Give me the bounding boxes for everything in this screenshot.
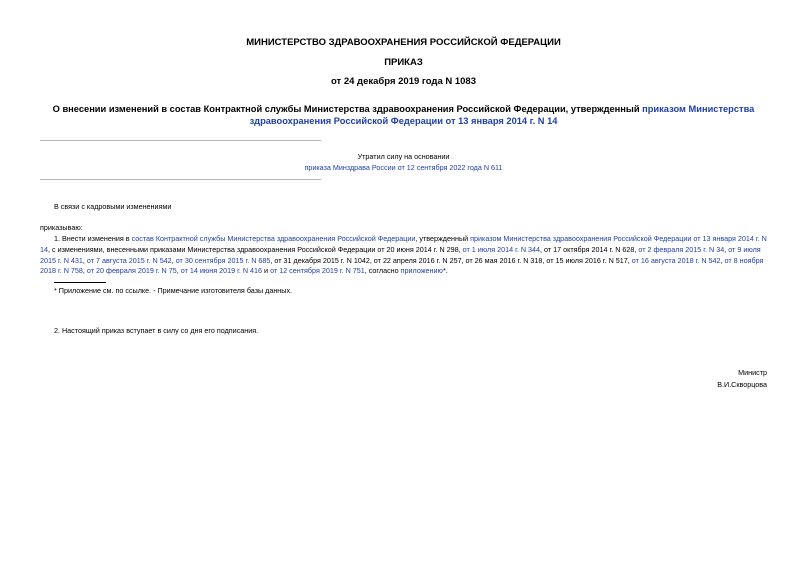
document-type: ПРИКАЗ <box>384 57 423 68</box>
amendment-link[interactable]: от 1 июля 2014 г. N 344 <box>462 244 541 254</box>
title-base-order-link[interactable]: приказом Министерства здравоохранения Российской Федерации от 13 января 2014 г. N 14 <box>249 104 755 126</box>
ministry-heading: МИНИСТЕРСТВО ЗДРАВООХРАНЕНИЯ РОССИЙСКОЙ ФЕДЕРАЦИИ <box>246 37 561 48</box>
status-note: Утратил силу на основании <box>357 152 450 161</box>
signature-position: Министр <box>738 368 767 377</box>
divider-bottom <box>40 179 321 180</box>
amendment-link[interactable]: от 8 ноября 2018 г. N 758 <box>40 255 764 276</box>
amendment-link[interactable]: состав Контрактной службы Министерства здравоохранения Российской Федерации <box>131 234 416 243</box>
paragraph-1 <box>40 234 767 277</box>
footnote-divider <box>54 282 106 283</box>
amendment-link[interactable]: от 14 июня 2019 г. N 416 <box>180 266 263 276</box>
document-title <box>40 104 767 127</box>
amendment-link[interactable]: от 30 сентября 2015 г. N 685 <box>175 255 271 265</box>
paragraph-text: 1. Внести изменения в <box>54 234 132 243</box>
document-date-number: от 24 декабря 2019 года N 1083 <box>330 76 476 87</box>
paragraph-2: 2. Настоящий приказ вступает в силу со дня его подписания. <box>54 326 259 335</box>
amendment-link[interactable]: от 7 августа 2015 г. N 542 <box>86 255 172 265</box>
amendment-link[interactable]: приложению <box>400 266 443 276</box>
title-text: О внесении изменений в состав Контрактной службы Министерства здравоохранения Российской Федерации, утвержденный <box>52 104 643 114</box>
order-word: приказываю: <box>40 223 83 232</box>
paragraph-text: , утвержденный <box>415 234 471 243</box>
footnote: * Приложение см. по ссылке. - Примечание изготовителя базы данных. <box>54 286 293 295</box>
intro-text: В связи с кадровыми изменениями <box>54 202 172 211</box>
paragraph-text: , согласно <box>364 266 401 276</box>
amendment-link[interactable]: от 9 июля 2015 г. N 431 <box>40 244 761 265</box>
amendment-link[interactable]: от 2 февраля 2015 г. N 34 <box>638 244 725 254</box>
paragraph-text: , <box>720 255 725 265</box>
amendment-link[interactable]: от 16 августа 2018 г. N 542 <box>631 255 721 265</box>
paragraph-text: , <box>724 244 729 254</box>
amendment-link[interactable]: приказом Министерства здравоохранения Российской Федерации от 13 января 2014 г. N 14 <box>40 234 767 254</box>
divider-top <box>40 140 321 141</box>
paragraph-text: , от 17 октября 2014 г. N 628, <box>540 244 639 254</box>
paragraph-text: , <box>82 266 87 276</box>
amendment-link[interactable]: от 12 сентября 2019 г. N 751 <box>270 266 365 276</box>
paragraph-text: *. <box>442 266 448 276</box>
paragraph-text: , <box>176 266 181 276</box>
paragraph-text: , <box>82 255 87 265</box>
paragraph-text: , <box>171 255 176 265</box>
repeal-order-link[interactable]: приказа Минздрава России от 12 сентября 2022 года N 611 <box>304 163 503 172</box>
amendment-link[interactable]: от 20 февраля 2019 г. N 75 <box>86 266 177 276</box>
paragraph-text: , с изменениями, внесенными приказами Министерства здравоохранения Российской Федерации от 20 июня 2014 г. N 298, <box>48 244 463 254</box>
paragraph-text: и <box>262 266 271 276</box>
signature-name: В.И.Скворцова <box>717 380 767 389</box>
paragraph-text: , от 31 декабря 2015 г. N 1042, от 22 апреля 2016 г. N 257, от 26 мая 2016 г. N 318, от 15 июля 2016 г. N 517, <box>270 255 632 265</box>
